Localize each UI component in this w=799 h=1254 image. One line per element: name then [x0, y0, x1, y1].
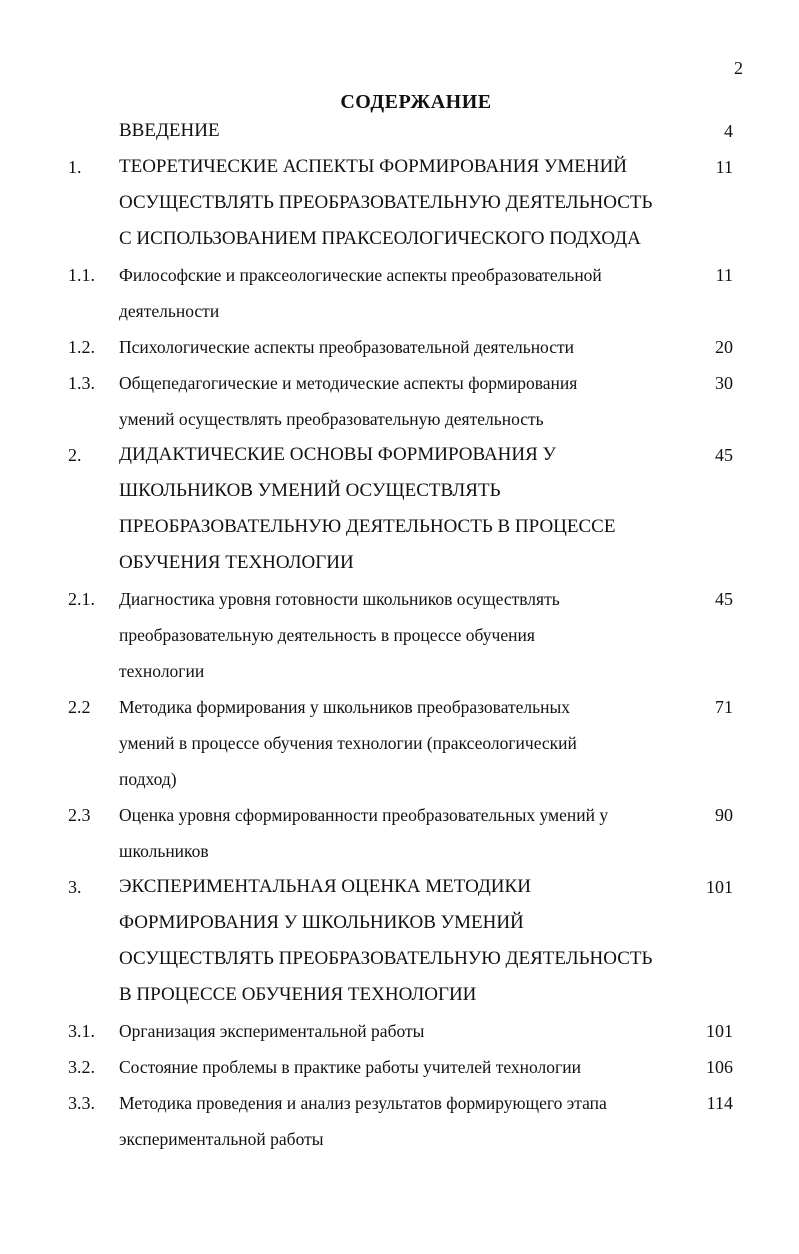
toc-entry-title-line: ОБУЧЕНИЯ ТЕХНОЛОГИИ [119, 552, 354, 573]
toc-entry-title-line: Психологические аспекты преобразовательной деятельности [119, 337, 575, 357]
toc-entry-title-line: Оценка уровня сформированности преобразовательных умений у [119, 805, 609, 825]
toc-entry-title-line: Состояние проблемы в практике работы учителей технологии [119, 1057, 581, 1077]
toc-entry-page: 11 [715, 265, 733, 285]
toc-entry-title-line: ВВЕДЕНИЕ [119, 120, 220, 141]
toc-entry-title-line: школьников [119, 841, 209, 861]
toc-entry-title [119, 1085, 689, 1157]
toc-entry-title-line: В ПРОЦЕССЕ ОБУЧЕНИЯ ТЕХНОЛОГИИ [119, 984, 477, 1005]
toc-entry-title-line: С ИСПОЛЬЗОВАНИЕМ ПРАКСЕОЛОГИЧЕСКОГО ПОДХОДА [119, 228, 641, 249]
toc-entry-title [119, 1013, 689, 1049]
toc-entry-title-line: Организация экспериментальной работы [119, 1021, 425, 1041]
toc-entry [0, 113, 799, 149]
toc-entry [0, 797, 799, 869]
toc-entry [0, 1049, 799, 1085]
toc-entry [0, 689, 799, 797]
toc-entry-title-line: подход) [119, 769, 177, 789]
toc-entry-page: 90 [715, 805, 733, 825]
toc-entry-title [119, 365, 689, 437]
toc-entry-title-line: Методика формирования у школьников преобразовательных [119, 697, 571, 717]
toc-entry-page: 20 [715, 337, 733, 357]
toc-entry [0, 365, 799, 437]
toc-entry-title-line: ЭКСПЕРИМЕНТАЛЬНАЯ ОЦЕНКА МЕТОДИКИ [119, 876, 531, 897]
toc-entry-title [119, 689, 689, 797]
toc-entry-title [119, 1049, 689, 1085]
table-of-contents [0, 113, 799, 1157]
toc-entry-title-line: технологии [119, 661, 205, 681]
toc-entry-title-line: ОСУЩЕСТВЛЯТЬ ПРЕОБРАЗОВАТЕЛЬНУЮ ДЕЯТЕЛЬНОСТЬ [119, 192, 653, 213]
toc-entry-title-line: ОСУЩЕСТВЛЯТЬ ПРЕОБРАЗОВАТЕЛЬНУЮ ДЕЯТЕЛЬНОСТЬ [119, 948, 653, 969]
toc-entry [0, 149, 799, 257]
toc-entry-number: 1.3. [68, 373, 95, 393]
toc-entry-number: 3.2. [68, 1057, 95, 1077]
toc-entry-page: 11 [715, 157, 733, 177]
toc-entry-title [119, 257, 689, 329]
toc-entry-title [119, 149, 689, 257]
toc-entry-title [119, 437, 689, 581]
toc-entry-title-line: преобразовательную деятельность в процессе обучения [119, 625, 535, 645]
toc-entry [0, 437, 799, 581]
toc-entry-title-line: Общепедагогические и методические аспекты формирования [119, 373, 578, 393]
toc-entry-title-line: ШКОЛЬНИКОВ УМЕНИЙ ОСУЩЕСТВЛЯТЬ [119, 480, 501, 501]
toc-entry-number: 1.2. [68, 337, 95, 357]
toc-entry-number: 2. [68, 445, 82, 465]
toc-entry-number: 3.3. [68, 1093, 95, 1113]
toc-entry-page: 4 [724, 121, 733, 141]
toc-entry-page: 106 [706, 1057, 733, 1077]
toc-entry-title-line: деятельности [119, 301, 220, 321]
toc-entry-title [119, 797, 689, 869]
toc-entry-title-line: ТЕОРЕТИЧЕСКИЕ АСПЕКТЫ ФОРМИРОВАНИЯ УМЕНИЙ [119, 156, 628, 177]
toc-entry-title-line: Философские и праксеологические аспекты преобразовательной [119, 265, 602, 285]
toc-entry-title [119, 581, 689, 689]
toc-entry-number: 2.3 [68, 805, 91, 825]
toc-entry-number: 1.1. [68, 265, 95, 285]
toc-entry-title-line: ДИДАКТИЧЕСКИЕ ОСНОВЫ ФОРМИРОВАНИЯ У [119, 444, 556, 465]
toc-entry-number: 3.1. [68, 1021, 95, 1041]
toc-entry [0, 257, 799, 329]
toc-entry-number: 2.1. [68, 589, 95, 609]
toc-entry-title-line: умений осуществлять преобразовательную деятельность [119, 409, 544, 429]
toc-entry [0, 869, 799, 1013]
toc-entry-number: 2.2 [68, 697, 91, 717]
toc-entry [0, 1013, 799, 1049]
page-number: 2 [734, 58, 743, 78]
toc-entry [0, 581, 799, 689]
toc-entry-title [119, 869, 689, 1013]
toc-entry-title-line: умений в процессе обучения технологии (праксеологический [119, 733, 577, 753]
toc-entry-title-line: ПРЕОБРАЗОВАТЕЛЬНУЮ ДЕЯТЕЛЬНОСТЬ В ПРОЦЕССЕ [119, 516, 616, 537]
toc-title: СОДЕРЖАНИЕ [340, 91, 492, 113]
toc-entry-page: 101 [706, 877, 733, 897]
toc-entry-number: 3. [68, 877, 82, 897]
toc-entry-title-line: Диагностика уровня готовности школьников осуществлять [119, 589, 560, 609]
toc-entry-page: 71 [715, 697, 733, 717]
toc-entry-page: 45 [715, 445, 733, 465]
toc-entry-page: 114 [706, 1093, 733, 1113]
toc-entry-page: 30 [715, 373, 733, 393]
toc-entry-number: 1. [68, 157, 82, 177]
toc-entry-page: 101 [706, 1021, 733, 1041]
toc-entry-title-line: Методика проведения и анализ результатов формирующего этапа [119, 1093, 607, 1113]
toc-entry-title-line: ФОРМИРОВАНИЯ У ШКОЛЬНИКОВ УМЕНИЙ [119, 912, 524, 933]
toc-entry [0, 329, 799, 365]
toc-entry-page: 45 [715, 589, 733, 609]
toc-entry-title-line: экспериментальной работы [119, 1129, 324, 1149]
toc-entry-title [119, 113, 689, 149]
toc-entry-title [119, 329, 689, 365]
toc-entry [0, 1085, 799, 1157]
